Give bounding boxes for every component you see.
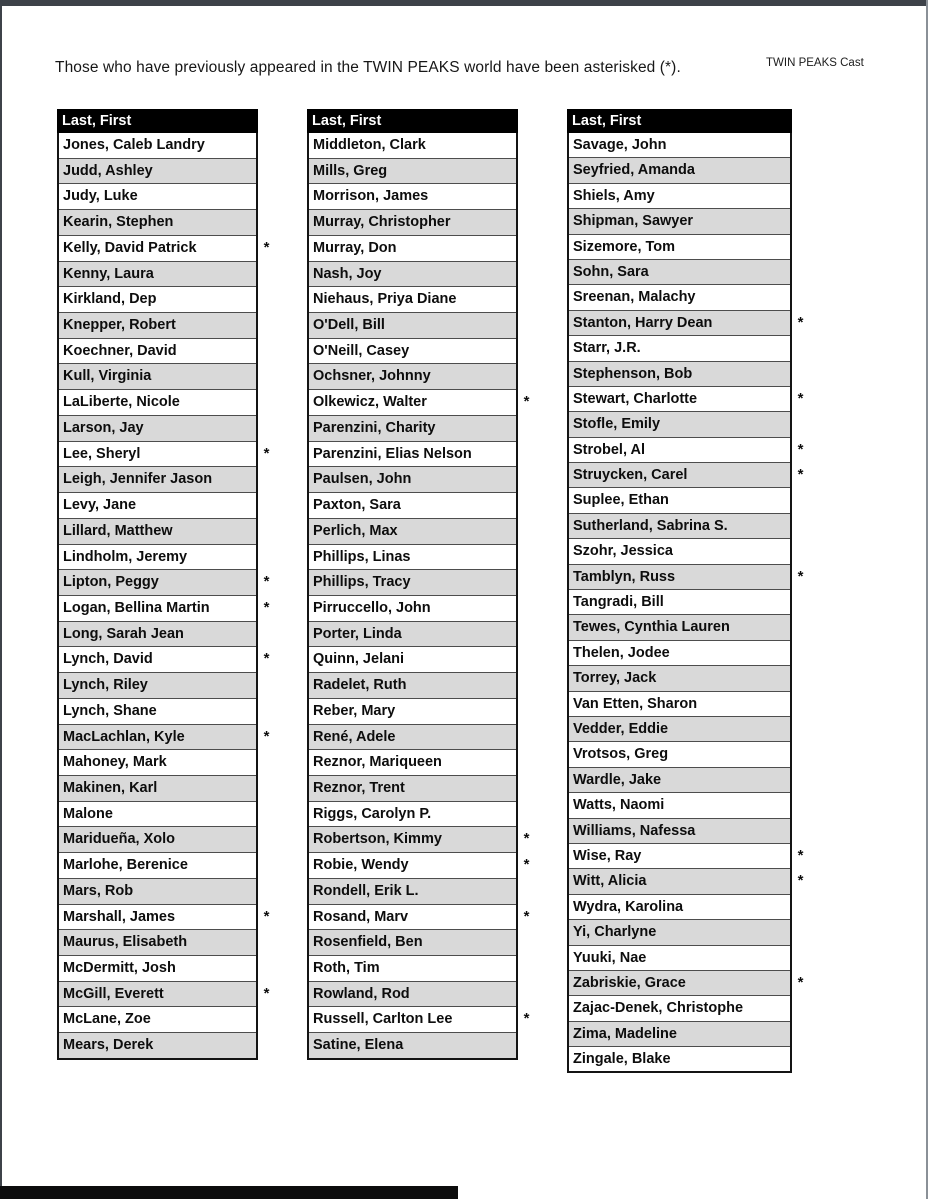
- cast-row: [309, 904, 530, 930]
- cast-row: [309, 235, 516, 261]
- asterisk-marker: *: [263, 444, 270, 462]
- cast-row: [569, 133, 790, 157]
- cast-row: [569, 1021, 790, 1046]
- cast-name: Rowland, Rod: [313, 985, 410, 1002]
- cast-row: [59, 158, 256, 184]
- cast-name: Kearin, Stephen: [63, 214, 174, 231]
- cast-row: [309, 981, 516, 1007]
- cast-row: [59, 595, 270, 621]
- cast-name: Zajac-Denek, Christophe: [573, 1000, 744, 1017]
- cast-name: Wise, Ray: [573, 847, 642, 864]
- cast-name: Zabriskie, Grace: [573, 974, 686, 991]
- cast-row: [569, 564, 804, 589]
- cast-name: Stanton, Harry Dean: [573, 314, 713, 331]
- asterisk-marker: *: [263, 727, 270, 745]
- table-header: Last, First: [57, 109, 258, 133]
- cast-name: Stephenson, Bob: [573, 365, 693, 382]
- cast-row: [569, 310, 804, 335]
- cast-name: Levy, Jane: [63, 497, 137, 514]
- table-header: Last, First: [567, 109, 792, 133]
- cast-name: Maridueña, Xolo: [63, 831, 175, 848]
- cast-row: [569, 792, 790, 817]
- cast-row: [59, 852, 256, 878]
- cast-row: [569, 716, 790, 741]
- cast-row: [59, 363, 256, 389]
- cast-name: MacLachlan, Kyle: [63, 728, 185, 745]
- cast-name: Judy, Luke: [63, 188, 138, 205]
- cast-row: [309, 749, 516, 775]
- table-rows: [567, 133, 804, 1073]
- cast-row: [309, 312, 516, 338]
- cast-row: [59, 235, 270, 261]
- cast-row: [59, 621, 256, 647]
- asterisk-marker: *: [797, 846, 804, 864]
- cast-row: [59, 544, 256, 570]
- cast-name: Radelet, Ruth: [313, 677, 407, 694]
- asterisk-marker: *: [797, 313, 804, 331]
- viewer-top-edge: [0, 0, 928, 6]
- cast-row: [309, 672, 516, 698]
- cast-name: Tewes, Cynthia Lauren: [573, 619, 730, 636]
- cast-row: [569, 259, 790, 284]
- cast-name: Riggs, Carolyn P.: [313, 805, 432, 822]
- cast-name: Russell, Carlton Lee: [313, 1011, 453, 1028]
- cast-name: Stewart, Charlotte: [573, 390, 698, 407]
- asterisk-note: Those who have previously appeared in the TWIN PEAKS world have been asterisked (*).: [55, 59, 681, 76]
- cast-row: [309, 595, 516, 621]
- cast-row: [569, 970, 804, 995]
- cast-row: [309, 646, 516, 672]
- cast-row: [309, 852, 530, 878]
- cast-name: Lynch, David: [63, 651, 153, 668]
- cast-row: [309, 1032, 516, 1058]
- cast-name: Thelen, Jodee: [573, 644, 670, 661]
- viewer-left-edge: [0, 0, 2, 1199]
- cast-row: [59, 929, 256, 955]
- cast-row: [309, 209, 516, 235]
- cast-name: Satine, Elena: [313, 1037, 404, 1054]
- cast-row: [569, 665, 790, 690]
- asterisk-marker: *: [797, 389, 804, 407]
- cast-row: [59, 955, 256, 981]
- cast-row: [309, 955, 516, 981]
- cast-name: McLane, Zoe: [63, 1011, 151, 1028]
- cast-row: [309, 133, 516, 158]
- cast-row: [59, 801, 256, 827]
- cast-row: [309, 286, 516, 312]
- cast-name: Lillard, Matthew: [63, 522, 173, 539]
- cast-row: [569, 361, 790, 386]
- cast-name: Rondell, Erik L.: [313, 882, 419, 899]
- cast-row: [59, 261, 256, 287]
- cast-name: Tangradi, Bill: [573, 594, 664, 611]
- cast-name: René, Adele: [313, 728, 396, 745]
- asterisk-marker: *: [797, 973, 804, 991]
- cast-row: [569, 767, 790, 792]
- table-header: Last, First: [307, 109, 518, 133]
- cast-name: Koechner, David: [63, 342, 177, 359]
- cast-name: Paxton, Sara: [313, 497, 401, 514]
- cast-name: Paulsen, John: [313, 471, 412, 488]
- cast-name: Williams, Nafessa: [573, 822, 696, 839]
- asterisk-marker: *: [523, 393, 530, 411]
- cast-name: Lynch, Riley: [63, 677, 148, 694]
- cast-name: Lynch, Shane: [63, 702, 157, 719]
- cast-row: [569, 157, 790, 182]
- cast-row: [59, 569, 270, 595]
- asterisk-marker: *: [263, 650, 270, 668]
- cast-row: [59, 698, 256, 724]
- cast-row: [569, 234, 790, 259]
- cast-row: [309, 569, 516, 595]
- cast-name: Kenny, Laura: [63, 265, 154, 282]
- asterisk-marker: *: [797, 567, 804, 585]
- cast-name: Sohn, Sara: [573, 263, 649, 280]
- cast-row: [569, 462, 804, 487]
- cast-row: [569, 894, 790, 919]
- cast-row: [59, 904, 270, 930]
- cast-name: Maurus, Elisabeth: [63, 934, 188, 951]
- cast-name: O'Dell, Bill: [313, 317, 385, 334]
- cast-name: Leigh, Jennifer Jason: [63, 471, 213, 488]
- cast-row: [569, 1046, 790, 1071]
- cast-name: Suplee, Ethan: [573, 492, 669, 509]
- cast-name: Vrotsos, Greg: [573, 746, 669, 763]
- cast-row: [309, 929, 516, 955]
- asterisk-marker: *: [797, 466, 804, 484]
- cast-name: Strobel, Al: [573, 441, 645, 458]
- cast-row: [309, 261, 516, 287]
- cast-name: Sreenan, Malachy: [573, 289, 696, 306]
- cast-row: [309, 183, 516, 209]
- cast-name: Reber, Mary: [313, 702, 396, 719]
- cast-name: Ochsner, Johnny: [313, 368, 431, 385]
- cast-name: Starr, J.R.: [573, 340, 641, 357]
- cast-name: Yuuki, Nae: [573, 949, 647, 966]
- cast-row: [59, 775, 256, 801]
- cast-row: [569, 538, 790, 563]
- cast-name: Witt, Alicia: [573, 873, 647, 890]
- cast-row: [569, 589, 790, 614]
- cast-name: Mills, Greg: [313, 162, 388, 179]
- cast-row: [309, 724, 516, 750]
- cast-name: Marshall, James: [63, 908, 176, 925]
- cast-row: [59, 209, 256, 235]
- asterisk-marker: *: [263, 238, 270, 256]
- cast-row: [59, 646, 270, 672]
- cast-row: [309, 698, 516, 724]
- cast-table-3: [567, 109, 804, 1073]
- cast-row: [569, 741, 790, 766]
- cast-row: [59, 312, 256, 338]
- cast-name: Szohr, Jessica: [573, 543, 673, 560]
- cast-row: [309, 801, 516, 827]
- cast-name: Robie, Wendy: [313, 857, 409, 874]
- cast-name: Savage, John: [573, 137, 667, 153]
- cast-name: McGill, Everett: [63, 985, 164, 1002]
- asterisk-marker: *: [523, 830, 530, 848]
- cast-name: Kull, Virginia: [63, 368, 152, 385]
- cast-row: [309, 621, 516, 647]
- cast-row: [309, 518, 516, 544]
- asterisk-marker: *: [523, 856, 530, 874]
- cast-name: Kelly, David Patrick: [63, 239, 197, 256]
- cast-row: [569, 614, 790, 639]
- cast-name: Sutherland, Sabrina S.: [573, 517, 728, 534]
- cast-name: Roth, Tim: [313, 960, 380, 976]
- cast-name: Larson, Jay: [63, 419, 144, 436]
- cast-table-1: [57, 109, 270, 1060]
- cast-name: Van Etten, Sharon: [573, 695, 698, 712]
- cast-name: Watts, Naomi: [573, 797, 665, 814]
- cast-row: [59, 878, 256, 904]
- cast-name: LaLiberte, Nicole: [63, 394, 180, 411]
- cast-name: Jones, Caleb Landry: [63, 137, 205, 153]
- cast-row: [309, 466, 516, 492]
- cast-row: [569, 868, 804, 893]
- cast-name: Sizemore, Tom: [573, 238, 676, 255]
- cast-row: [569, 284, 790, 309]
- table-rows: [307, 133, 530, 1060]
- cast-name: Robertson, Kimmy: [313, 831, 442, 848]
- cast-row: [59, 672, 256, 698]
- cast-name: Niehaus, Priya Diane: [313, 291, 457, 308]
- cast-name: Logan, Bellina Martin: [63, 599, 210, 616]
- cast-row: [59, 749, 256, 775]
- cast-name: Quinn, Jelani: [313, 651, 405, 668]
- cast-row: [309, 544, 516, 570]
- cast-row: [309, 441, 516, 467]
- cast-name: McDermitt, Josh: [63, 960, 176, 976]
- cast-row: [59, 492, 256, 518]
- cast-row: [569, 487, 790, 512]
- cast-row: [309, 389, 530, 415]
- cast-name: Yi, Charlyne: [573, 924, 657, 941]
- cast-row: [59, 724, 270, 750]
- cast-name: Wydra, Karolina: [573, 898, 684, 915]
- cast-table-2: [307, 109, 530, 1060]
- cast-row: [569, 411, 790, 436]
- cast-name: Makinen, Karl: [63, 779, 158, 796]
- document-corner-label: TWIN PEAKS Cast: [766, 57, 864, 69]
- asterisk-marker: *: [263, 907, 270, 925]
- cast-row: [569, 995, 790, 1020]
- cast-name: Lindholm, Jeremy: [63, 548, 188, 565]
- cast-row: [59, 183, 256, 209]
- cast-name: Reznor, Mariqueen: [313, 754, 442, 771]
- cast-name: Nash, Joy: [313, 265, 382, 282]
- asterisk-marker: *: [263, 598, 270, 616]
- cast-row: [59, 133, 256, 158]
- cast-row: [569, 818, 790, 843]
- cast-name: Tamblyn, Russ: [573, 568, 676, 585]
- cast-row: [309, 775, 516, 801]
- cast-name: Morrison, James: [313, 188, 429, 205]
- cast-name: Rosand, Marv: [313, 908, 409, 925]
- cast-row: [59, 389, 256, 415]
- cast-name: Vedder, Eddie: [573, 720, 669, 737]
- asterisk-marker: *: [263, 984, 270, 1002]
- cast-name: Porter, Linda: [313, 625, 402, 642]
- cast-name: Struycken, Carel: [573, 467, 688, 484]
- cast-row: [569, 945, 790, 970]
- cast-row: [59, 338, 256, 364]
- cast-name: Shipman, Sawyer: [573, 213, 694, 230]
- asterisk-marker: *: [797, 440, 804, 458]
- cast-name: Mahoney, Mark: [63, 754, 167, 771]
- cast-name: Parenzini, Elias Nelson: [313, 445, 472, 462]
- cast-row: [59, 441, 270, 467]
- cast-name: Stofle, Emily: [573, 416, 661, 433]
- cast-row: [309, 363, 516, 389]
- cast-name: Reznor, Trent: [313, 779, 405, 796]
- cast-name: Middleton, Clark: [313, 137, 426, 153]
- cast-name: Mars, Rob: [63, 882, 134, 899]
- cast-row: [309, 878, 516, 904]
- cast-name: Zima, Madeline: [573, 1025, 677, 1042]
- cast-row: [569, 513, 790, 538]
- cast-name: Murray, Don: [313, 239, 397, 256]
- asterisk-marker: *: [523, 907, 530, 925]
- cast-row: [569, 919, 790, 944]
- cast-row: [569, 843, 804, 868]
- viewer-bottom-edge: [0, 1186, 458, 1199]
- cast-row: [59, 1006, 256, 1032]
- cast-name: Long, Sarah Jean: [63, 625, 184, 642]
- cast-name: Torrey, Jack: [573, 670, 657, 687]
- cast-row: [569, 386, 804, 411]
- cast-row: [309, 415, 516, 441]
- cast-name: Seyfried, Amanda: [573, 162, 695, 179]
- cast-name: Parenzini, Charity: [313, 419, 436, 436]
- cast-row: [569, 335, 790, 360]
- table-rows: [57, 133, 270, 1060]
- cast-name: Marlohe, Berenice: [63, 857, 188, 874]
- cast-name: Kirkland, Dep: [63, 291, 157, 308]
- cast-row: [309, 492, 516, 518]
- cast-row: [569, 691, 790, 716]
- cast-name: Phillips, Tracy: [313, 574, 411, 591]
- cast-row: [309, 826, 530, 852]
- cast-name: Knepper, Robert: [63, 317, 176, 334]
- cast-name: Olkewicz, Walter: [313, 394, 427, 411]
- cast-row: [569, 437, 804, 462]
- cast-name: O'Neill, Casey: [313, 342, 410, 359]
- cast-row: [59, 826, 256, 852]
- cast-name: Shiels, Amy: [573, 187, 655, 204]
- cast-row: [59, 518, 256, 544]
- cast-row: [59, 981, 270, 1007]
- cast-name: Pirruccello, John: [313, 599, 431, 616]
- cast-name: Lee, Sheryl: [63, 445, 141, 462]
- cast-name: Wardle, Jake: [573, 771, 662, 788]
- cast-row: [59, 286, 256, 312]
- cast-row: [309, 158, 516, 184]
- cast-row: [309, 338, 516, 364]
- cast-row: [59, 1032, 256, 1058]
- cast-name: Perlich, Max: [313, 522, 398, 539]
- asterisk-marker: *: [797, 872, 804, 890]
- cast-name: Judd, Ashley: [63, 162, 153, 179]
- cast-name: Lipton, Peggy: [63, 574, 159, 591]
- cast-row: [569, 640, 790, 665]
- cast-name: Malone: [63, 805, 113, 822]
- cast-name: Mears, Derek: [63, 1037, 154, 1054]
- cast-row: [59, 466, 256, 492]
- cast-row: [569, 183, 790, 208]
- cast-name: Phillips, Linas: [313, 548, 411, 565]
- cast-name: Zingale, Blake: [573, 1051, 671, 1068]
- cast-row: [59, 415, 256, 441]
- cast-name: Murray, Christopher: [313, 214, 451, 231]
- cast-name: Rosenfield, Ben: [313, 934, 423, 951]
- asterisk-marker: *: [523, 1010, 530, 1028]
- cast-row: [309, 1006, 530, 1032]
- asterisk-marker: *: [263, 573, 270, 591]
- cast-row: [569, 208, 790, 233]
